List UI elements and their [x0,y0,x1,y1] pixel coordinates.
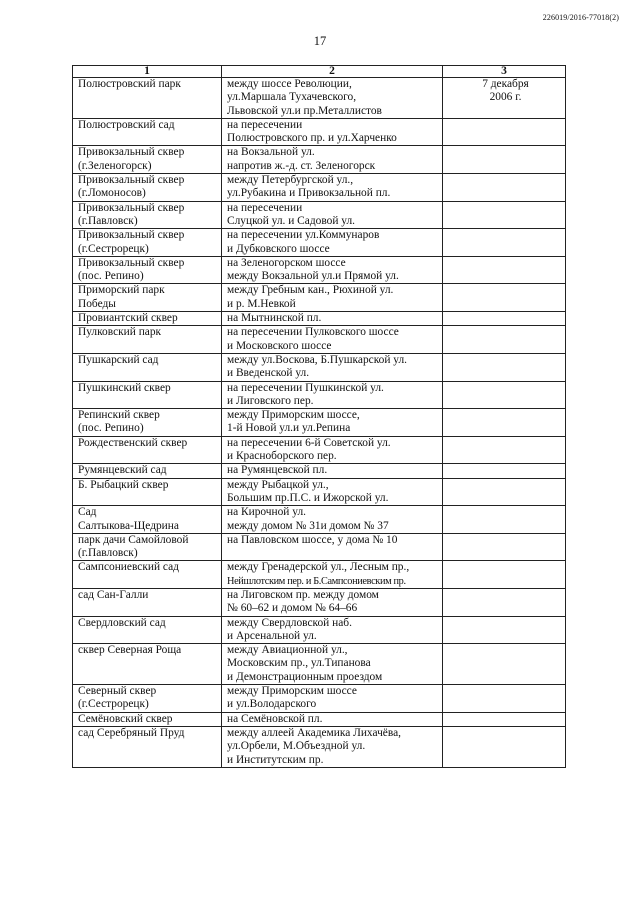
date-cell [443,506,566,534]
location-cell [222,685,443,713]
object-name-line: Привокзальный сквер [78,201,185,214]
object-name-line: (г.Павловск) [78,547,138,560]
location-line: и Демонстрационным проездом [227,670,383,683]
object-name-cell [73,561,222,589]
location-line: 1-й Новой ул.и ул.Репина [227,422,351,435]
location-line: на пересечении ул.Коммунаров [227,229,380,242]
object-name-line: (пос. Репино) [78,270,144,283]
location-line: между Приморским шоссе, [227,409,360,422]
location-cell [222,256,443,284]
date-cell [443,685,566,713]
location-line: между Вокзальной ул.и Прямой ул. [227,270,399,283]
location-line: на пересечении 6-й Советской ул. [227,436,391,449]
location-line: Нейшлотским пер. и Б.Сампсониевским пр. [227,575,406,587]
location-cell [222,229,443,257]
table-header-row [73,66,566,78]
location-cell [222,478,443,506]
date-cell [443,712,566,726]
table-row [73,381,566,409]
location-line: на Павловском шоссе, у дома № 10 [227,533,398,546]
object-name-line: Румянцевский сад [78,464,167,477]
object-name-cell [73,685,222,713]
column-header: 3 [443,66,566,78]
location-line: между Рыбацкой ул., [227,478,329,491]
object-name-cell [73,229,222,257]
location-line: на пересечении [227,118,303,131]
object-name-cell [73,201,222,229]
object-name-cell [73,616,222,644]
location-cell [222,284,443,312]
location-cell [222,146,443,174]
object-name-line: парк дачи Самойловой [78,533,189,546]
table-row [73,201,566,229]
object-name-line: Салтыкова-Щедрина [78,519,179,532]
location-line: между ул.Воскова, Б.Пушкарской ул. [227,353,408,366]
object-name-line: Пушкарский сад [78,353,159,366]
object-name-line: (г.Зеленогорск) [78,159,152,172]
object-name-line: Северный сквер [78,685,157,698]
location-cell [222,726,443,767]
date-cell [443,201,566,229]
date-cell [443,256,566,284]
location-line: между Свердловской наб. [227,616,352,629]
object-name-cell [73,256,222,284]
location-line: и Введенской ул. [227,367,310,380]
green-areas-table [72,65,566,768]
table-row [73,533,566,561]
location-cell [222,436,443,464]
location-line: Слуцкой ул. и Садовой ул. [227,214,355,227]
object-name-line: Семёновский сквер [78,712,173,725]
date-cell [443,616,566,644]
location-cell [222,533,443,561]
location-line: Львовской ул.и пр.Металлистов [227,104,382,117]
date-cell [443,726,566,767]
object-name-cell [73,312,222,326]
date-cell [443,464,566,478]
location-line: на Румянцевской пл. [227,464,328,477]
table-row [73,712,566,726]
object-name-line: Сампсониевский сад [78,561,179,574]
table-row [73,353,566,381]
location-line: на Семёновской пл. [227,712,323,725]
table-row [73,644,566,685]
date-cell [443,146,566,174]
location-line: и Московского шоссе [227,339,332,352]
location-cell [222,312,443,326]
location-line: между Петербургской ул., [227,174,354,187]
table-row [73,146,566,174]
table-row [73,464,566,478]
location-cell [222,174,443,202]
location-line: на пересечении Пушкинской ул. [227,381,384,394]
object-name-line: Свердловский сад [78,616,166,629]
table-row [73,174,566,202]
date-cell [443,353,566,381]
table-row [73,118,566,146]
object-name-line: Привокзальный сквер [78,146,185,159]
date-cell [443,561,566,589]
object-name-line: Приморский парк [78,284,165,297]
object-name-cell [73,78,222,119]
date-line: 2006 г. [489,91,522,104]
location-line: на Лиговском пр. между домом [227,588,379,601]
object-name-cell [73,533,222,561]
location-cell [222,588,443,616]
location-line: Большим пр.П.С. и Ижорской ул. [227,491,389,504]
table-body [73,78,566,768]
location-cell [222,381,443,409]
location-line: и Институтским пр. [227,753,324,766]
location-line: на Кирочной ул. [227,506,306,519]
object-name-cell [73,381,222,409]
date-cell [443,478,566,506]
location-cell [222,201,443,229]
date-cell [443,588,566,616]
object-name-cell [73,284,222,312]
table-row [73,685,566,713]
location-line: на Мытнинской пл. [227,312,322,325]
object-name-line: Полюстровский парк [78,78,181,90]
object-name-cell [73,146,222,174]
object-name-line: Пулковский парк [78,326,162,339]
object-name-cell [73,726,222,767]
location-line: между шоссе Революции, [227,78,352,90]
table-row [73,312,566,326]
object-name-line: (г.Сестрорецк) [78,242,149,255]
location-line: между аллеей Академика Лихачёва, [227,726,401,739]
table-row [73,78,566,119]
location-line: между Приморским шоссе [227,685,357,698]
table-row [73,478,566,506]
location-line: на Вокзальной ул. [227,146,315,159]
document-number: 226019/2016-77018(2) [542,13,619,22]
date-cell [443,312,566,326]
location-cell [222,409,443,437]
object-name-line: сад Серебряный Пруд [78,726,185,739]
location-line: и Арсенальной ул. [227,629,317,642]
location-line: и Дубковского шоссе [227,242,330,255]
date-cell [443,118,566,146]
location-line: № 60–62 и домом № 64–66 [227,602,358,615]
table-row [73,726,566,767]
location-cell [222,712,443,726]
table-row [73,436,566,464]
object-name-cell [73,174,222,202]
table-row [73,588,566,616]
object-name-cell [73,436,222,464]
location-cell [222,616,443,644]
location-cell [222,644,443,685]
object-name-cell [73,326,222,354]
location-cell [222,561,443,589]
location-line: и ул.Володарского [227,698,317,711]
location-line: между Авиационной ул., [227,644,348,657]
object-name-line: Б. Рыбацкий сквер [78,478,169,491]
column-header: 1 [73,66,222,78]
date-cell [443,229,566,257]
location-line: Полюстровского пр. и ул.Харченко [227,132,397,145]
date-cell [443,174,566,202]
object-name-cell [73,506,222,534]
date-cell [443,644,566,685]
object-name-line: Репинский сквер [78,409,160,422]
object-name-line: Привокзальный сквер [78,174,185,187]
object-name-cell [73,588,222,616]
object-name-cell [73,464,222,478]
object-name-cell [73,478,222,506]
location-line: на пересечении Пулковского шоссе [227,326,399,339]
location-line: между домом № 31и домом № 37 [227,519,389,532]
table-row [73,256,566,284]
object-name-line: (пос. Репино) [78,422,144,435]
location-cell [222,464,443,478]
object-name-cell [73,644,222,685]
table-row [73,229,566,257]
location-line: Московским пр., ул.Типанова [227,657,371,670]
table-row [73,284,566,312]
object-name-cell [73,118,222,146]
date-cell [443,436,566,464]
table-row [73,506,566,534]
date-cell [443,326,566,354]
date-cell [443,78,566,119]
date-cell [443,409,566,437]
table-row [73,326,566,354]
column-header: 2 [222,66,443,78]
page-number: 17 [313,34,327,48]
date-cell [443,533,566,561]
location-cell [222,78,443,119]
date-cell [443,284,566,312]
location-cell [222,118,443,146]
location-cell [222,353,443,381]
location-line: ул.Орбели, М.Объездной ул. [227,740,366,753]
object-name-line: Сад [78,506,97,519]
object-name-line: Победы [78,297,116,310]
date-cell [443,381,566,409]
object-name-line: сад Сан-Галли [78,588,149,601]
object-name-line: (г.Сестрорецк) [78,698,149,711]
object-name-line: Полюстровский сад [78,118,175,131]
location-line: на Зеленогорском шоссе [227,256,346,269]
location-line: и Лиговского пер. [227,394,314,407]
location-cell [222,506,443,534]
object-name-line: сквер Северная Роща [78,644,182,657]
object-name-cell [73,409,222,437]
object-name-line: (г.Ломоносов) [78,187,146,200]
table-row [73,616,566,644]
location-line: ул.Рубакина и Привокзальной пл. [227,187,391,200]
object-name-cell [73,712,222,726]
table-row [73,561,566,589]
object-name-line: Пушкинский сквер [78,381,171,394]
date-line: 7 декабря [482,78,529,90]
location-line: и Красноборского пер. [227,450,337,463]
object-name-line: Рождественский сквер [78,436,188,449]
location-line: и р. М.Невкой [227,297,296,310]
location-line: ул.Маршала Тухачевского, [227,91,357,104]
location-line: между Гребным кан., Рюхиной ул. [227,284,394,297]
location-cell [222,326,443,354]
object-name-line: (г.Павловск) [78,214,138,227]
object-name-line: Привокзальный сквер [78,256,185,269]
location-line: напротив ж.-д. ст. Зеленогорск [227,159,376,172]
object-name-line: Привокзальный сквер [78,229,185,242]
location-line: на пересечении [227,201,303,214]
object-name-line: Провиантский сквер [78,312,178,325]
table-row [73,409,566,437]
object-name-cell [73,353,222,381]
location-line: между Гренадерской ул., Лесным пр., [227,561,410,574]
